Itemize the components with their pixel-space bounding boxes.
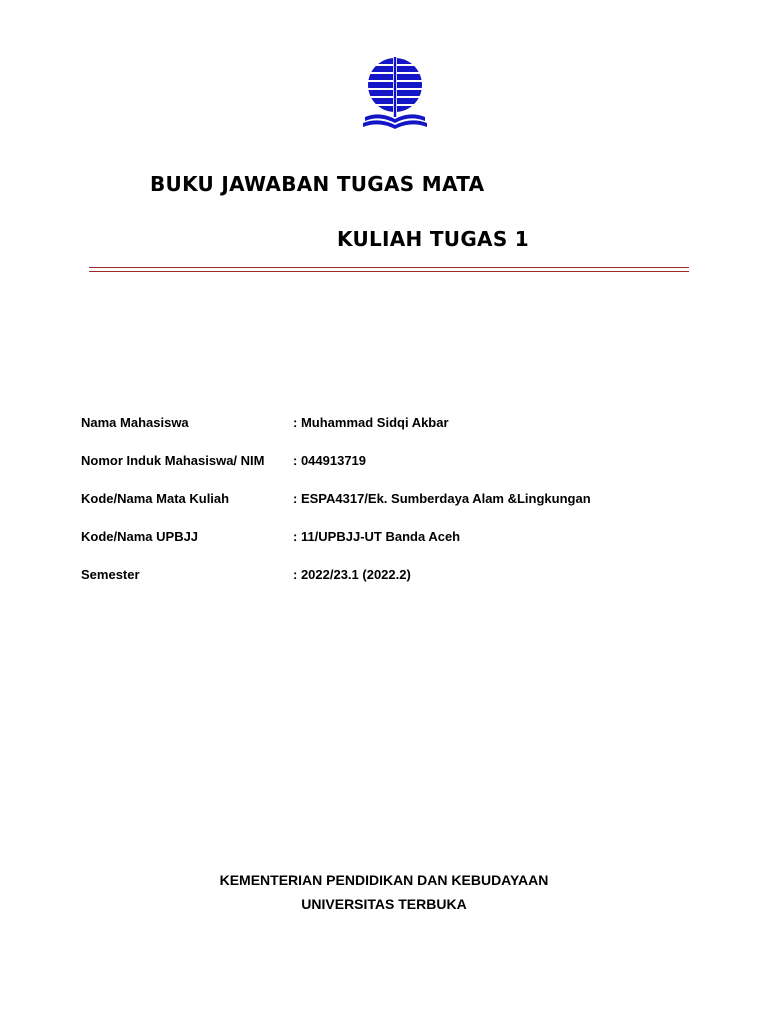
document-title-line-2: KULIAH TUGAS 1 (337, 227, 530, 251)
info-row-nim (81, 452, 701, 490)
info-value: : 2022/23.1 (2022.2) (293, 567, 411, 582)
info-row-semester (81, 566, 701, 604)
info-label: Kode/Nama UPBJJ (81, 529, 199, 544)
info-row-nama (81, 414, 701, 452)
student-info-table (81, 414, 701, 604)
info-value: : 11/UPBJJ-UT Banda Aceh (293, 529, 461, 544)
universitas-terbuka-logo-icon (362, 55, 428, 133)
info-row-upbjj (81, 528, 701, 566)
footer-ministry: KEMENTERIAN PENDIDIKAN DAN KEBUDAYAAN (219, 872, 549, 888)
info-row-mata-kuliah (81, 490, 701, 528)
institution-footer (0, 868, 768, 916)
info-value: : ESPA4317/Ek. Sumberdaya Alam &Lingkungan (293, 491, 591, 506)
info-label: Kode/Nama Mata Kuliah (81, 491, 230, 506)
info-value: : Muhammad Sidqi Akbar (293, 415, 449, 430)
info-label: Nomor Induk Mahasiswa/ NIM (81, 453, 265, 468)
info-label: Nama Mahasiswa (81, 415, 189, 430)
info-label: Semester (81, 567, 140, 582)
document-title-line-1: BUKU JAWABAN TUGAS MATA (150, 172, 485, 196)
info-value: : 044913719 (293, 453, 367, 468)
footer-university: UNIVERSITAS TERBUKA (301, 896, 467, 912)
title-divider-top (89, 267, 689, 268)
title-divider-bottom (89, 271, 689, 272)
